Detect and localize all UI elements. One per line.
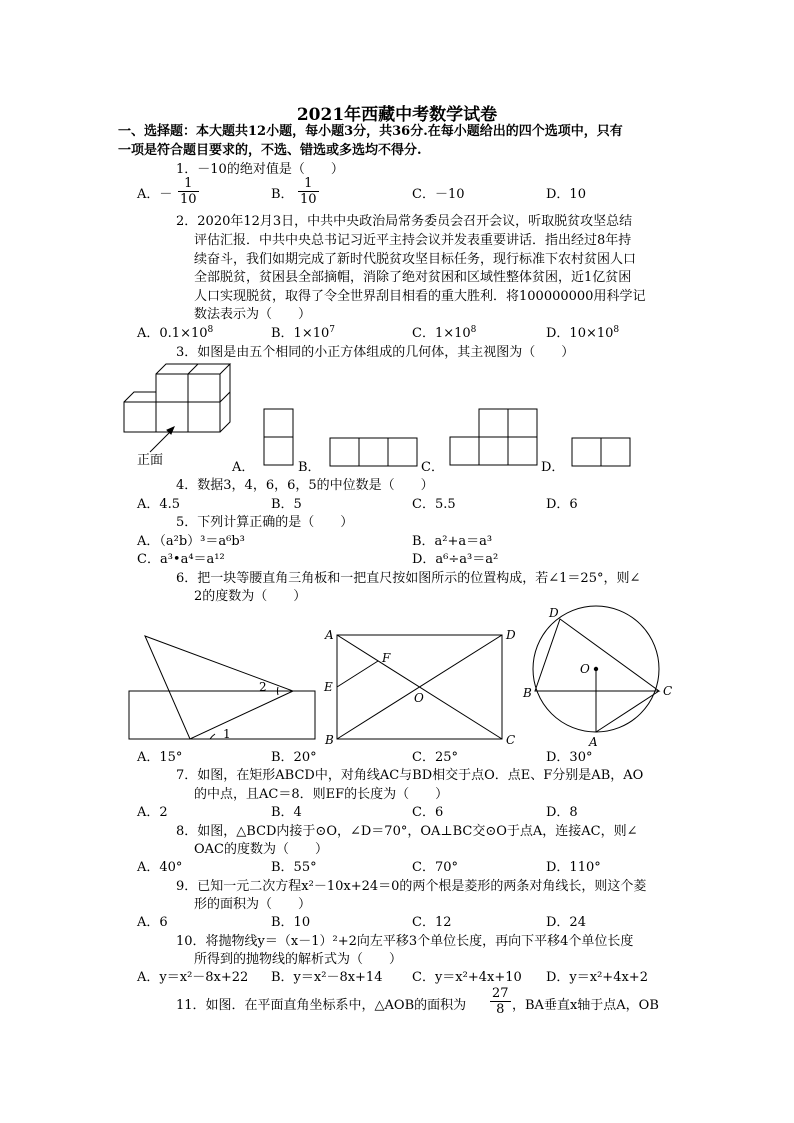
q2-option-c: C．$1\times 10^8$ bbox=[412, 325, 477, 341]
q3-option-a-view bbox=[262, 407, 296, 467]
q9-option-a: A．6 bbox=[137, 915, 168, 930]
q10-option-c: C．y＝x²+4x+10 bbox=[412, 970, 522, 985]
q11-area-fraction bbox=[490, 986, 511, 1017]
q7-line-2: 的中点，且AC＝8．则EF的长度为（ ） bbox=[194, 787, 449, 802]
q8-point-o: O bbox=[580, 662, 590, 676]
q8-circle-figure bbox=[518, 605, 678, 750]
q7-point-d: D bbox=[506, 628, 516, 642]
q9-line-1: 9．已知一元二次方程x²－10x+24＝0的两个根是菱形的两条对角线长，则这个菱 bbox=[176, 879, 647, 894]
q3-solid-figure bbox=[118, 360, 238, 470]
q7-point-c: C bbox=[506, 733, 516, 747]
q7-option-b: B．4 bbox=[271, 805, 302, 820]
q11-stem-start: 11．如图．在平面直角坐标系中，△AOB的面积为 bbox=[176, 998, 467, 1013]
q3-option-c-label: C． bbox=[421, 460, 444, 475]
q7-option-a: A．2 bbox=[137, 805, 168, 820]
q4-option-d: D．6 bbox=[546, 497, 578, 512]
q4-option-c: C．5.5 bbox=[412, 497, 456, 512]
q2-option-a: A．$0.1\times 10^8$ bbox=[137, 325, 214, 341]
q9-option-b: B．10 bbox=[271, 915, 311, 930]
q3-option-b-label: B． bbox=[298, 460, 321, 475]
q10-line-2: 所得到的抛物线的解析式为（ ） bbox=[194, 952, 403, 967]
q6-line-2: 2的度数为（ ） bbox=[194, 589, 307, 604]
q10-option-a: A．y＝x²－8x+22 bbox=[137, 970, 249, 985]
q11-stem-end: ，BA垂直x轴于点A，OB bbox=[512, 998, 659, 1013]
q6-line-1: 6．把一块等腰直角三角板和一把直尺按如图所示的位置构成，若∠1＝25°，则∠ bbox=[176, 571, 641, 586]
q4-option-b: B．5 bbox=[271, 497, 302, 512]
q9-line-2: 形的面积为（ ） bbox=[194, 897, 312, 912]
q3-option-d-view bbox=[570, 436, 632, 468]
q1-b-denominator: 10 bbox=[300, 192, 317, 207]
q10-option-b: B．y＝x²－8x+14 bbox=[271, 970, 383, 985]
q2-line-5: 人口实现脱贫，取得了令全世界刮目相看的重大胜利．将100000000用科学记 bbox=[194, 289, 646, 304]
q8-point-d: D bbox=[549, 606, 559, 620]
q7-point-o: O bbox=[414, 691, 424, 705]
q5-option-a: A．（a²b）³＝a⁶b³ bbox=[137, 534, 245, 549]
q5-option-d: D．a⁶÷a³＝a² bbox=[412, 552, 499, 567]
q2-option-b: B．$1\times 10^7$ bbox=[271, 325, 335, 341]
q5-option-b: B．a²+a＝a³ bbox=[412, 534, 493, 549]
q6-option-a: A．15° bbox=[137, 750, 183, 765]
q2-line-6: 数法表示为（ ） bbox=[194, 307, 312, 322]
q8-point-c: C bbox=[663, 684, 673, 698]
q5-option-c: C．a³•a⁴＝a¹² bbox=[137, 552, 225, 567]
q11-numerator: 27 bbox=[492, 986, 509, 1001]
q2-line-1: 2．2020年12月3日，中共中央政治局常务委员会召开会议，听取脱贫攻坚总结 bbox=[176, 214, 633, 229]
q1-option-a-prefix: A．－ bbox=[137, 187, 173, 202]
q1-option-a-fraction bbox=[178, 176, 199, 207]
q3-option-a-label: A． bbox=[232, 460, 255, 475]
q2-line-2: 评估汇报．中共中央总书记习近平主持会议并发表重要讲话．指出经过8年持 bbox=[194, 233, 632, 248]
q1-b-numerator: 1 bbox=[298, 176, 319, 192]
q8-line-2: OAC的度数为（ ） bbox=[194, 842, 328, 857]
q6-triangle-ruler-figure bbox=[120, 628, 320, 746]
q1-a-denominator: 10 bbox=[180, 192, 197, 207]
q1-stem: 1．－10的绝对值是（ ） bbox=[176, 162, 344, 177]
q8-option-a: A．40° bbox=[137, 860, 183, 875]
q7-rectangle-figure bbox=[320, 625, 520, 750]
q7-point-a: A bbox=[325, 628, 334, 642]
exam-title: 2021年西藏中考数学试卷 bbox=[296, 105, 498, 125]
q7-line-1: 7．如图，在矩形ABCD中，对角线AC与BD相交于点O．点E、F分别是AB，AO bbox=[176, 768, 644, 783]
q7-option-c: C．6 bbox=[412, 805, 444, 820]
q10-line-1: 10．将抛物线y＝（x－1）²+2向左平移3个单位长度，再向下平移4个单位长度 bbox=[176, 934, 634, 949]
q7-point-f: F bbox=[382, 651, 391, 665]
q3-option-b-view bbox=[328, 436, 420, 468]
q7-point-e: E bbox=[324, 680, 333, 694]
q5-stem: 5．下列计算正确的是（ ） bbox=[176, 515, 354, 530]
q1-option-c: C．－10 bbox=[412, 187, 465, 202]
q8-option-c: C．70° bbox=[412, 860, 458, 875]
q6-option-d: D．30° bbox=[546, 750, 593, 765]
q6-option-b: B．20° bbox=[271, 750, 317, 765]
q3-option-c-view bbox=[448, 407, 540, 469]
q6-angle-2-label: 2 bbox=[259, 680, 267, 694]
q3-front-label: 正面 bbox=[137, 453, 164, 468]
q1-option-b-fraction bbox=[298, 176, 319, 207]
q7-option-d: D．8 bbox=[546, 805, 578, 820]
section-heading-line1: 一、选择题：本大题共12小题，每小题3分，共36分.在每小题给出的四个选项中，只有 bbox=[118, 124, 623, 139]
section-heading-line2: 一项是符合题目要求的，不选、错选或多选均不得分. bbox=[118, 143, 422, 158]
q9-option-d: D．24 bbox=[546, 915, 586, 930]
q9-option-c: C．12 bbox=[412, 915, 452, 930]
q10-option-d: D．y＝x²+4x+2 bbox=[546, 970, 648, 985]
q6-option-c: C．25° bbox=[412, 750, 458, 765]
q11-denominator: 8 bbox=[496, 1002, 505, 1017]
q3-stem: 3．如图是由五个相同的小正方体组成的几何体，其主视图为（ ） bbox=[176, 345, 575, 360]
q1-option-b-prefix: B． bbox=[271, 187, 294, 202]
q3-option-d-label: D． bbox=[541, 460, 565, 475]
q8-point-b: B bbox=[523, 686, 532, 700]
q2-line-3: 续奋斗，我们如期完成了新时代脱贫攻坚目标任务，现行标准下农村贫困人口 bbox=[194, 252, 637, 267]
q4-option-a: A．4.5 bbox=[137, 497, 181, 512]
q6-angle-1-label: 1 bbox=[223, 727, 231, 741]
q1-option-d: D．10 bbox=[546, 187, 586, 202]
q8-point-a: A bbox=[589, 735, 598, 749]
q2-option-d: D．$10\times 10^8$ bbox=[546, 325, 620, 341]
q7-point-b: B bbox=[325, 733, 334, 747]
q8-option-d: D．110° bbox=[546, 860, 601, 875]
q8-line-1: 8．如图，△BCD内接于⊙O，∠D＝70°，OA⊥BC交⊙O于点A，连接AC，则∠ bbox=[176, 824, 638, 839]
q4-stem: 4．数据3，4，6，6，5的中位数是（ ） bbox=[176, 478, 434, 493]
q1-a-numerator: 1 bbox=[178, 176, 199, 192]
q2-line-4: 全部脱贫，贫困县全部摘帽，消除了绝对贫困和区域性整体贫困，近1亿贫困 bbox=[194, 270, 632, 285]
q8-option-b: B．55° bbox=[271, 860, 317, 875]
